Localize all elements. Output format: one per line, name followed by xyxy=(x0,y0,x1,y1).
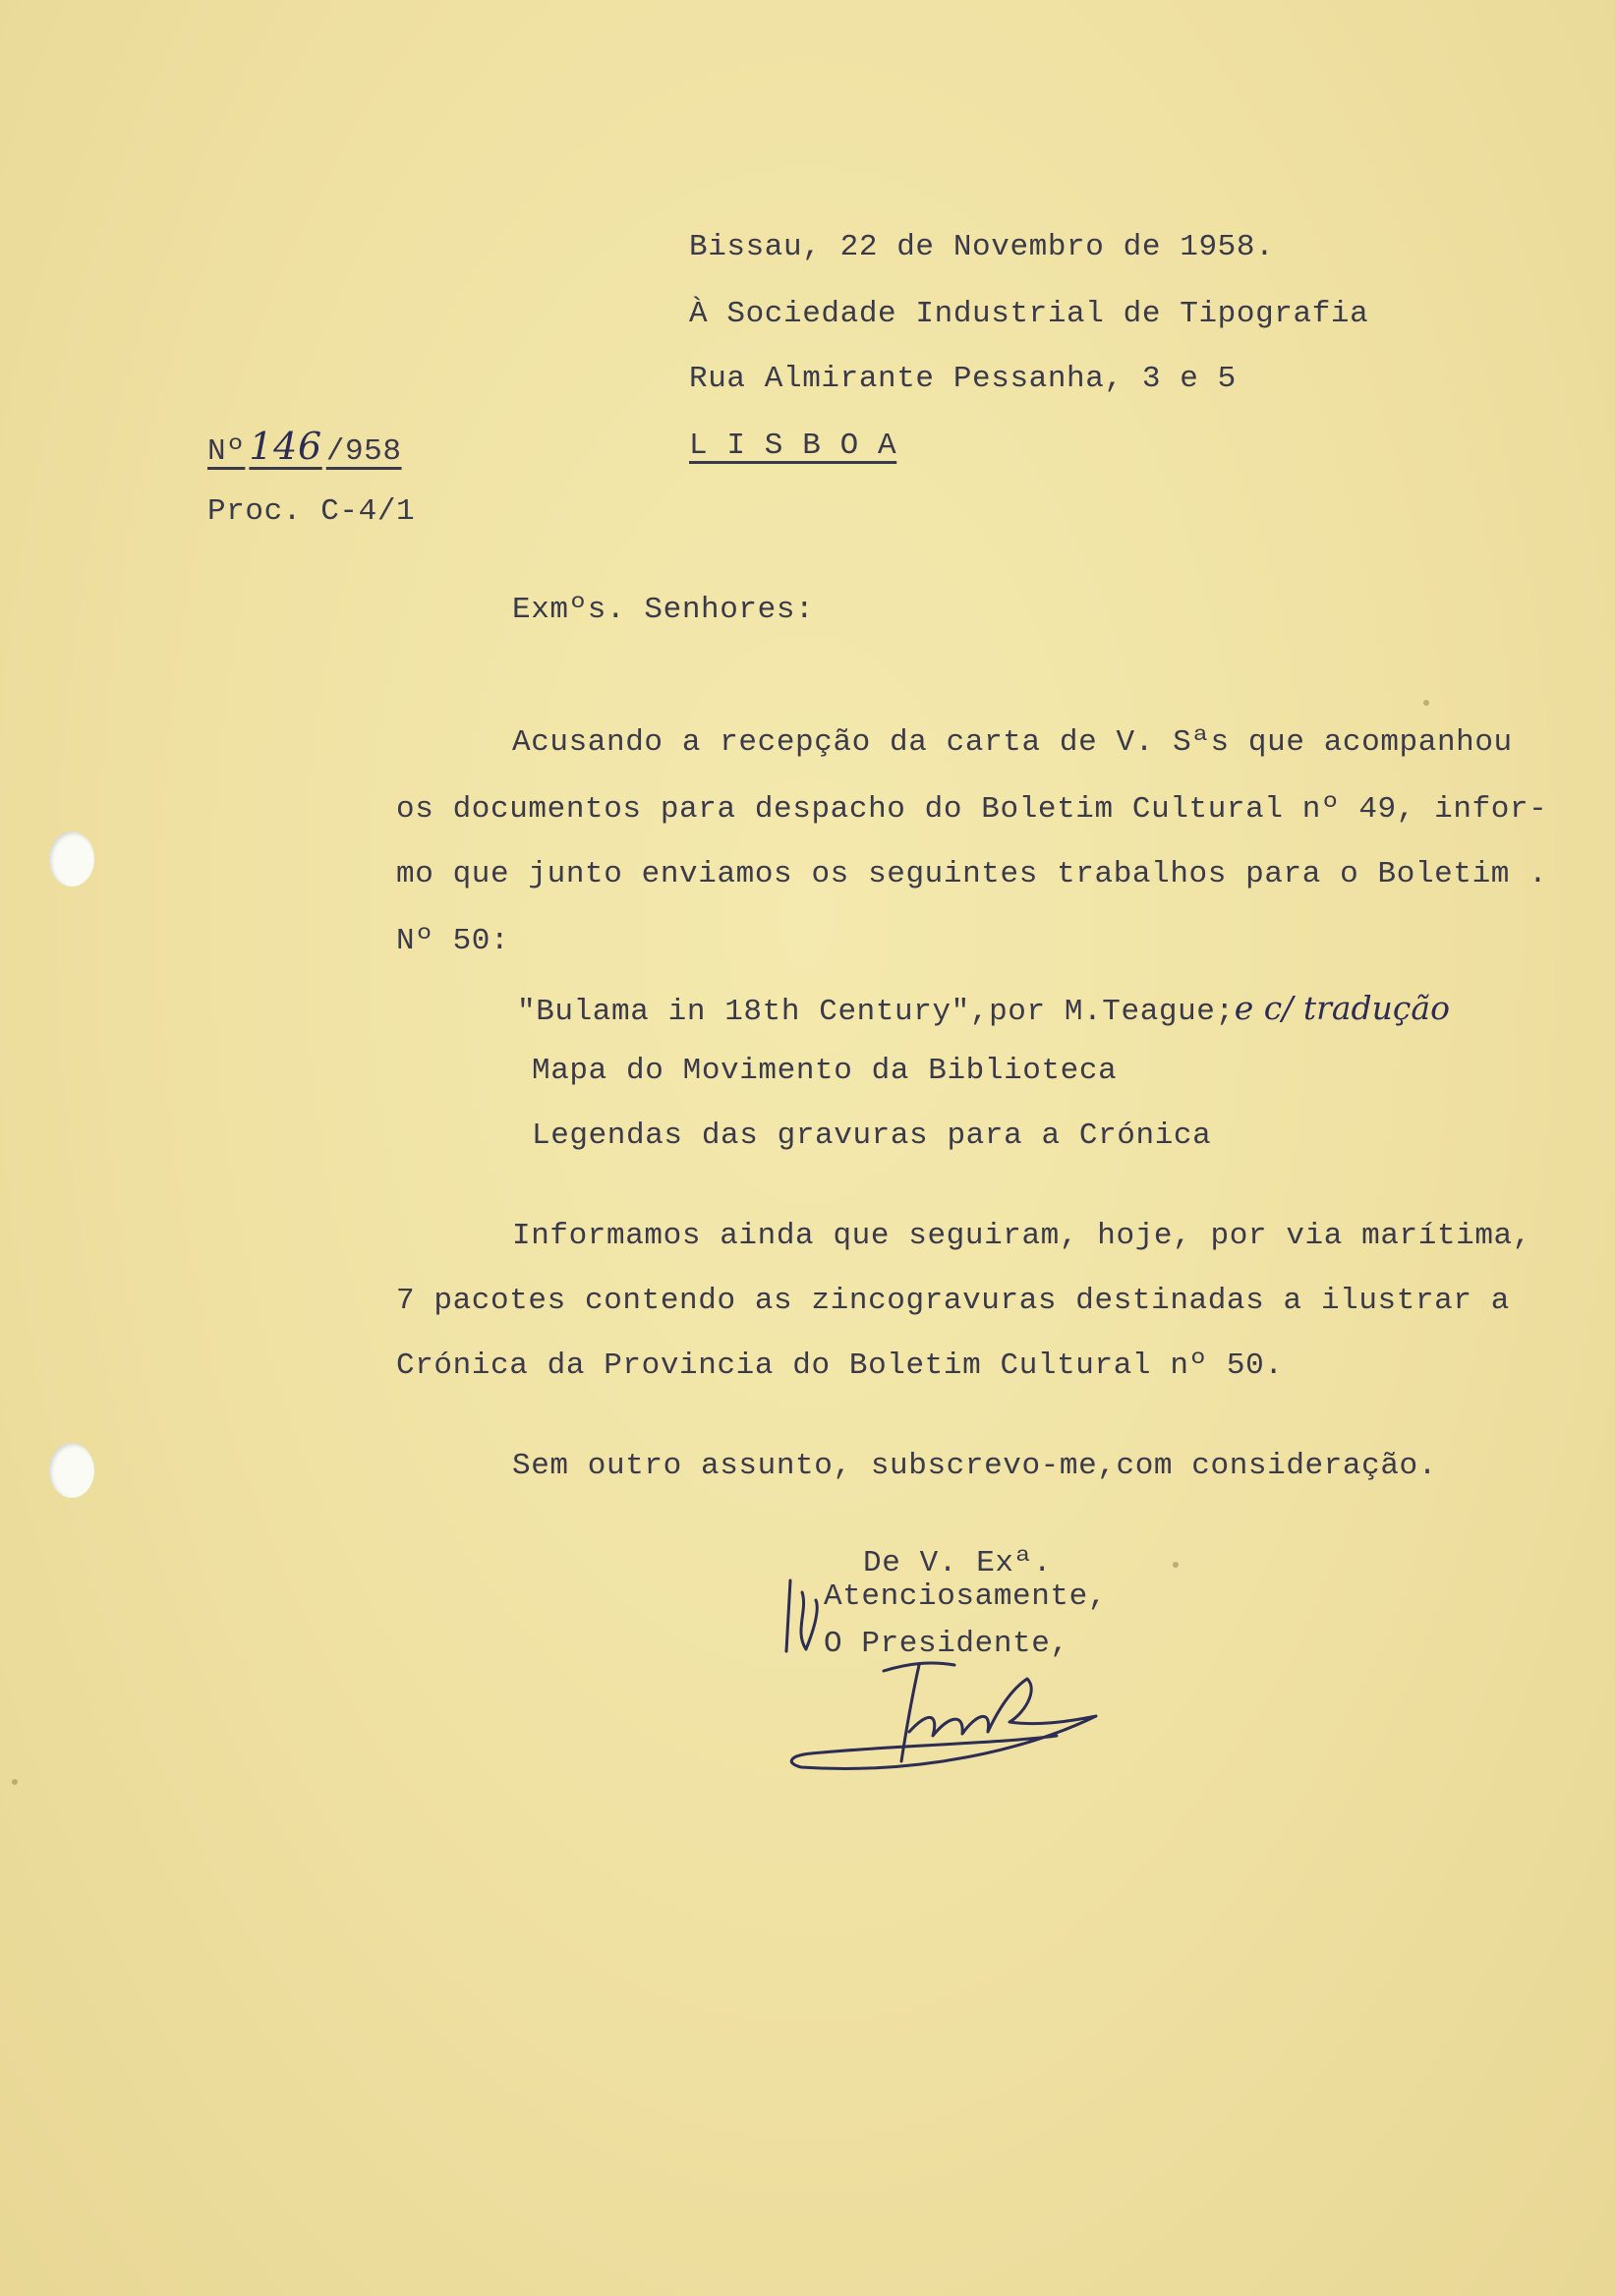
signature xyxy=(781,1651,1121,1789)
paragraph2-line1: Informamos ainda que seguiram, hoje, por via marítima, xyxy=(512,1219,1531,1253)
list-item-1 xyxy=(517,989,1450,1029)
reference-handwritten-number: 146 xyxy=(249,425,322,468)
process-reference: Proc. C-4/1 xyxy=(207,494,416,529)
paragraph2-line2: 7 pacotes contendo as zincogravuras destinadas a ilustrar a xyxy=(396,1284,1510,1318)
closing-line1: De V. Exª. xyxy=(863,1546,1053,1580)
paragraph1-line4: Nº 50: xyxy=(396,924,510,958)
paragraph1-line2: os documentos para despacho do Boletim Cultural nº 49, infor- xyxy=(396,792,1548,827)
recipient-street: Rua Almirante Pessanha, 3 e 5 xyxy=(689,362,1237,396)
closing-line2: Atenciosamente, xyxy=(824,1579,1108,1614)
paper-spot xyxy=(1173,1562,1179,1568)
handwritten-annotation: e c/ tradução xyxy=(1234,989,1450,1027)
paper-spot xyxy=(12,1779,18,1785)
recipient-name: À Sociedade Industrial de Tipografia xyxy=(689,297,1369,331)
list-item-2: Mapa do Movimento da Biblioteca xyxy=(532,1054,1118,1088)
salutation: Exmºs. Senhores: xyxy=(512,593,815,627)
initials-mark xyxy=(777,1571,826,1659)
reference-number xyxy=(207,425,402,469)
paragraph3: Sem outro assunto, subscrevo-me,com consideração. xyxy=(512,1449,1437,1483)
paper-spot xyxy=(1423,700,1429,706)
paragraph2-line3: Crónica da Provincia do Boletim Cultural nº 50. xyxy=(396,1349,1284,1383)
punch-hole-top xyxy=(49,832,94,887)
date-line: Bissau, 22 de Novembro de 1958. xyxy=(689,230,1275,264)
recipient-city: L I S B O A xyxy=(689,429,897,463)
list-item-3: Legendas das gravuras para a Crónica xyxy=(532,1119,1212,1153)
reference-suffix: /958 xyxy=(325,434,402,469)
closing-line3: O Presidente, xyxy=(824,1627,1069,1661)
reference-prefix: Nº xyxy=(207,434,246,469)
paragraph1-line1: Acusando a recepção da carta de V. Sªs que acompanhou xyxy=(512,725,1513,760)
punch-hole-bottom xyxy=(49,1443,94,1498)
paragraph1-line3: mo que junto enviamos os seguintes trabalhos para o Boletim . xyxy=(396,857,1548,891)
list-item-1-text: "Bulama in 18th Century",por M.Teague; xyxy=(517,995,1235,1029)
